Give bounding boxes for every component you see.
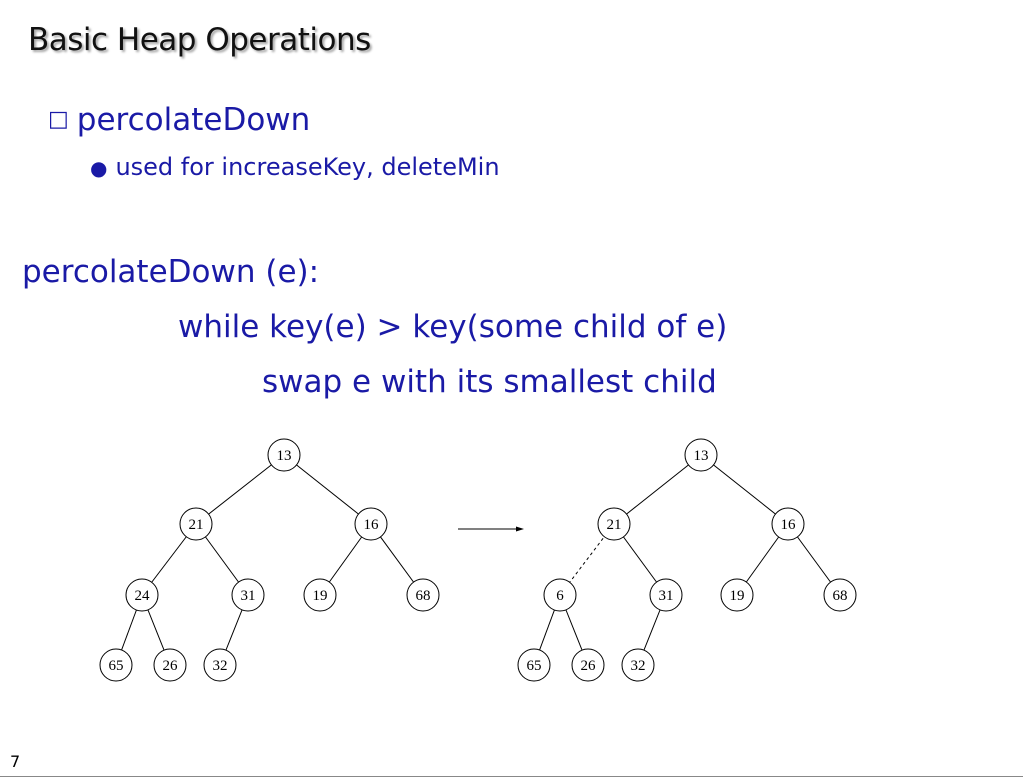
bullet-level1-text: percolateDown	[76, 102, 311, 138]
bullet-level1	[48, 102, 310, 138]
slide-title: Basic Heap Operations	[28, 22, 371, 58]
bullet-level2-text: used for increaseKey, deleteMin	[115, 153, 500, 181]
node-label: 31	[240, 588, 256, 604]
node-label: 19	[729, 588, 745, 604]
pseudocode-line-2: while key(e) > key(some child of e)	[178, 309, 728, 345]
node-label: 32	[212, 658, 228, 674]
transition-arrow-icon	[458, 527, 524, 532]
node-label: 21	[188, 517, 204, 533]
node-label: 26	[580, 658, 596, 674]
before-tree-labels	[109, 448, 431, 674]
heap-diagram	[0, 430, 1023, 700]
pseudocode-line-1: percolateDown (e):	[22, 254, 320, 290]
node-label: 68	[832, 588, 848, 604]
node-label: 19	[312, 588, 328, 604]
node-label: 13	[693, 448, 709, 464]
before-tree-nodes	[100, 439, 439, 681]
node-label: 65	[108, 658, 124, 674]
node-label: 65	[526, 658, 542, 674]
node-label: 6	[556, 588, 564, 604]
node-label: 16	[363, 517, 379, 533]
pseudocode-line-3: swap e with its smallest child	[262, 364, 717, 400]
node-label: 21	[606, 517, 622, 533]
after-tree-edges	[534, 455, 840, 665]
footer-divider	[0, 776, 1023, 777]
after-tree-labels	[527, 448, 848, 674]
after-tree-nodes	[518, 439, 856, 681]
node-label: 68	[415, 588, 431, 604]
node-label: 26	[162, 658, 178, 674]
before-tree-edges	[116, 455, 423, 665]
node-label: 32	[630, 658, 646, 674]
bullet-level2	[90, 153, 500, 181]
dot-bullet-icon: ●	[90, 156, 108, 180]
node-label: 13	[276, 448, 292, 464]
page-number: 7	[10, 752, 21, 771]
square-bullet-icon: □	[48, 107, 69, 132]
node-label: 31	[658, 588, 674, 604]
node-label: 24	[134, 588, 150, 604]
node-label: 16	[780, 517, 796, 533]
